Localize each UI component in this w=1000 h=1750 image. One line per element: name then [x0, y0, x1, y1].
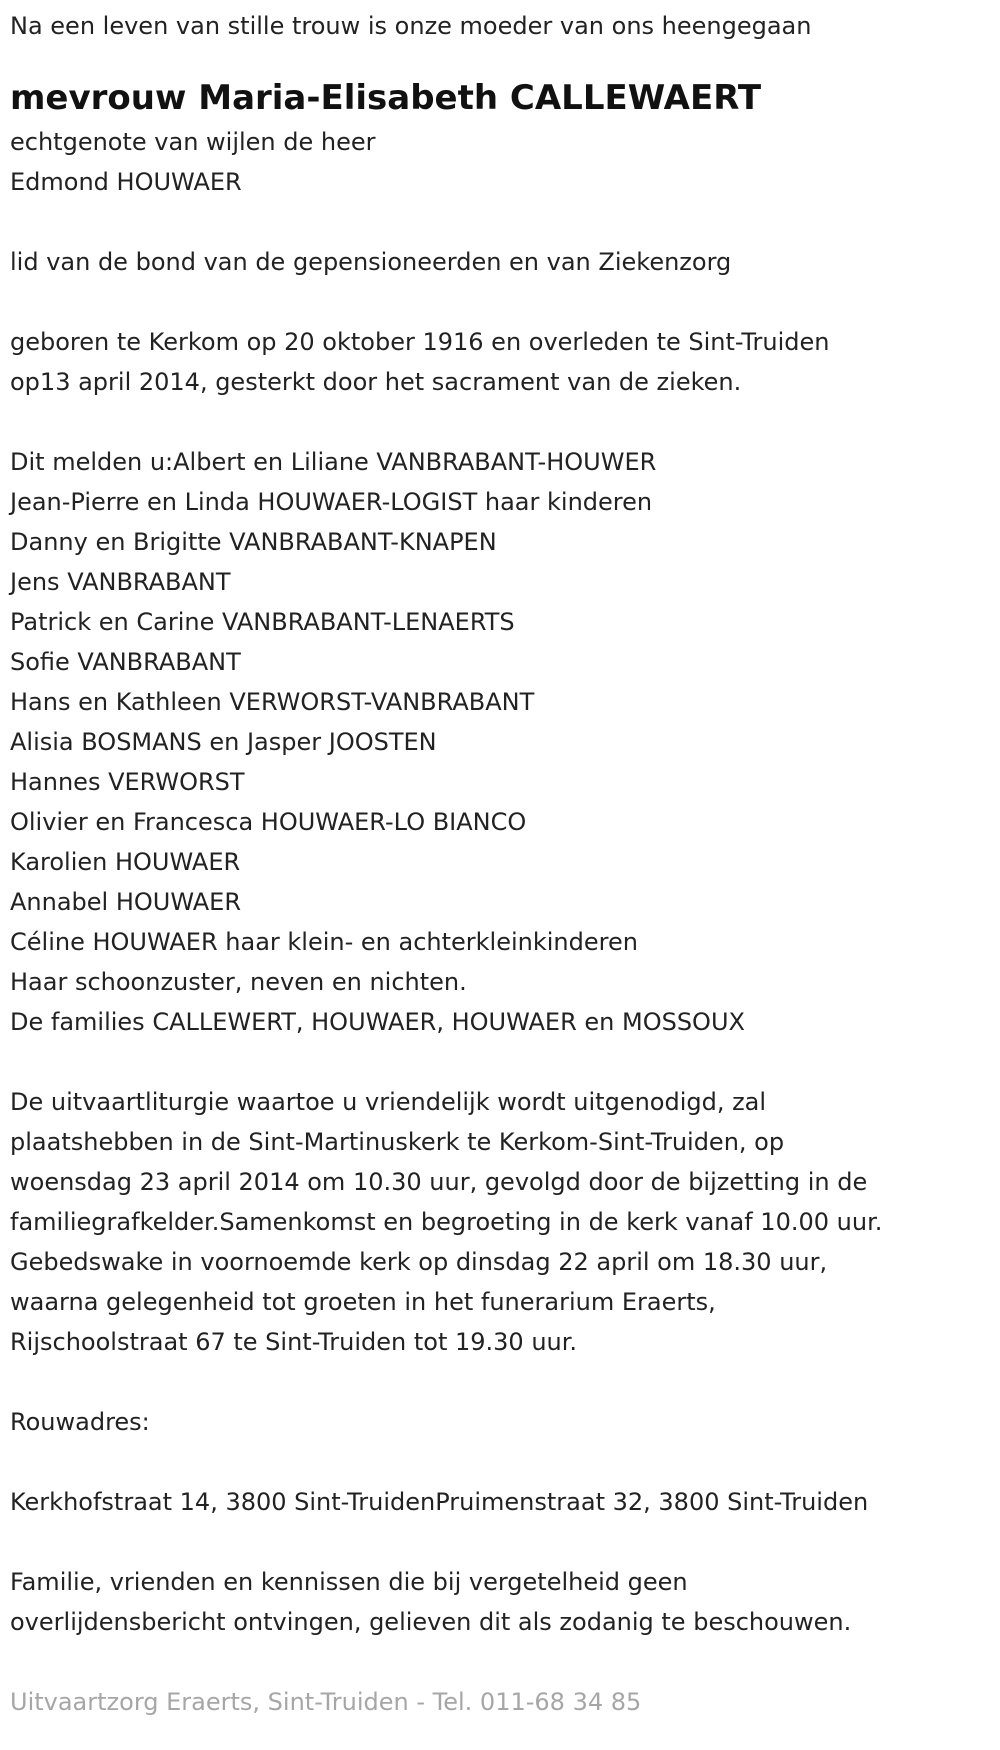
- funeral-info-line: familiegrafkelder.Samenkomst en begroeting in de kerk vanaf 10.00 uur.: [10, 1208, 883, 1236]
- funeral-info-line: plaatshebben in de Sint-Martinuskerk te Kerkom-Sint-Truiden, op: [10, 1128, 785, 1156]
- family-line: Alisia BOSMANS en Jasper JOOSTEN: [10, 728, 437, 756]
- deceased-name: mevrouw Maria-Elisabeth CALLEWAERT: [10, 78, 762, 118]
- spacer: [10, 282, 990, 322]
- family-line: Sofie VANBRABANT: [10, 648, 241, 676]
- obituary-document: [10, 0, 990, 1722]
- family-line: Danny en Brigitte VANBRABANT-KNAPEN: [10, 528, 497, 556]
- mourning-address: Kerkhofstraat 14, 3800 Sint-TruidenPruimenstraat 32, 3800 Sint-Truiden: [10, 1488, 869, 1516]
- family-line: Karolien HOUWAER: [10, 848, 241, 876]
- mourning-address-label: Rouwadres:: [10, 1408, 150, 1436]
- family-line: Hannes VERWORST: [10, 768, 245, 796]
- family-line: Haar schoonzuster, neven en nichten.: [10, 968, 467, 996]
- spouse-line: echtgenote van wijlen de heer: [10, 128, 376, 156]
- family-line: Céline HOUWAER haar klein- en achterkleinkinderen: [10, 928, 638, 956]
- spacer: [10, 402, 990, 442]
- spacer: [10, 1442, 990, 1482]
- spacer: [10, 202, 990, 242]
- family-line: Annabel HOUWAER: [10, 888, 242, 916]
- family-line: Patrick en Carine VANBRABANT-LENAERTS: [10, 608, 515, 636]
- family-line: Dit melden u:Albert en Liliane VANBRABANT-HOUWER: [10, 448, 657, 476]
- spacer: [10, 1642, 990, 1682]
- family-line: Olivier en Francesca HOUWAER-LO BIANCO: [10, 808, 527, 836]
- funeral-info-line: Rijschoolstraat 67 te Sint-Truiden tot 19.30 uur.: [10, 1328, 578, 1356]
- spacer: [10, 1042, 990, 1082]
- funeral-info-line: De uitvaartliturgie waartoe u vriendelijk wordt uitgenodigd, zal: [10, 1088, 767, 1116]
- birth-death-text: op13 april 2014, gesterkt door het sacrament van de zieken.: [10, 368, 742, 396]
- funeral-info-line: Gebedswake in voornoemde kerk op dinsdag 22 april om 18.30 uur,: [10, 1248, 828, 1276]
- family-line: De families CALLEWERT, HOUWAER, HOUWAER en MOSSOUX: [10, 1008, 745, 1036]
- funeral-info-line: woensdag 23 april 2014 om 10.30 uur, gevolgd door de bijzetting in de: [10, 1168, 868, 1196]
- funeral-home-footer: Uitvaartzorg Eraerts, Sint-Truiden - Tel. 011-68 34 85: [10, 1688, 642, 1716]
- spacer: [10, 1362, 990, 1402]
- spouse-name: Edmond HOUWAER: [10, 168, 242, 196]
- funeral-info-line: waarna gelegenheid tot groeten in het funerarium Eraerts,: [10, 1288, 716, 1316]
- membership-text: lid van de bond van de gepensioneerden en van Ziekenzorg: [10, 248, 732, 276]
- birth-death-text: geboren te Kerkom op 20 oktober 1916 en overleden te Sint-Truiden: [10, 328, 830, 356]
- spacer: [10, 1522, 990, 1562]
- notice-line: overlijdensbericht ontvingen, gelieven dit als zodanig te beschouwen.: [10, 1608, 852, 1636]
- notice-line: Familie, vrienden en kennissen die bij vergetelheid geen: [10, 1568, 688, 1596]
- family-line: Jens VANBRABANT: [10, 568, 231, 596]
- intro-text: Na een leven van stille trouw is onze moeder van ons heengegaan: [10, 12, 812, 40]
- family-line: Jean-Pierre en Linda HOUWAER-LOGIST haar kinderen: [10, 488, 653, 516]
- family-line: Hans en Kathleen VERWORST-VANBRABANT: [10, 688, 535, 716]
